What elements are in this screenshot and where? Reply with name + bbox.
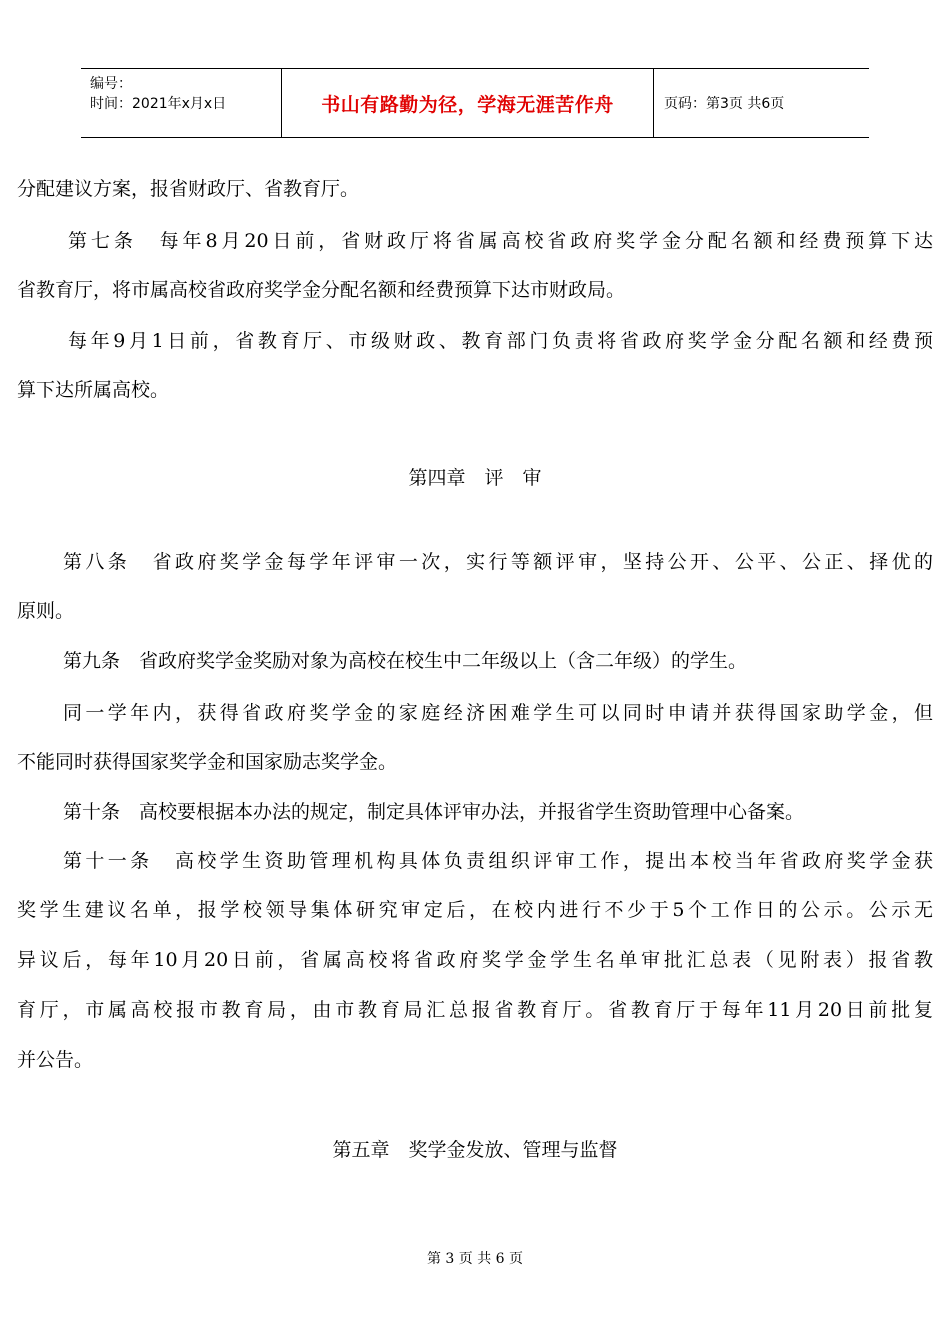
header-motto-cell [282,69,654,137]
paragraph-line: 分配建议方案，报省财政厅、省教育厅。 [17,178,360,200]
paragraph-line: 省教育厅，将市属高校省政府奖学金分配名额和经费预算下达市财政局。 [17,279,626,301]
header-page-cell [654,69,869,137]
document-time-label: 时间：2021年x月x日 [90,96,227,112]
paragraph-line: 原则。 [17,600,75,622]
header-page-info: 页码：第3页 共6页 [664,96,785,112]
paragraph-line: 并公告。 [17,1049,94,1071]
header-motto: 书山有路勤为径，学海无涯苦作舟 [321,93,614,116]
paragraph-line: 每年9月1日前，省教育厅、市级财政、教育部门负责将省政府奖学金分配名额和经费预 [68,330,933,352]
paragraph-line: 异议后，每年10月20日前，省属高校将省政府奖学金学生名单审批汇总表（见附表）报省教 [17,949,933,971]
document-header [81,68,869,138]
chapter-heading: 第四章 评 审 [408,467,542,489]
chapter-heading: 第五章 奖学金发放、管理与监督 [332,1139,618,1161]
paragraph-line: 奖学生建议名单，报学校领导集体研究审定后，在校内进行不少于5个工作日的公示。公示无 [17,899,933,921]
paragraph-line: 不能同时获得国家奖学金和国家励志奖学金。 [17,751,398,773]
header-meta-cell [81,69,282,137]
paragraph-line: 第七条 每年8月20日前，省财政厅将省属高校省政府奖学金分配名额和经费预算下达 [68,230,933,252]
paragraph-line: 育厅，市属高校报市教育局，由市教育局汇总报省教育厅。省教育厅于每年11月20日前批复 [17,999,933,1021]
paragraph-line: 同一学年内，获得省政府奖学金的家庭经济困难学生可以同时申请并获得国家助学金，但 [63,702,933,724]
paragraph-line: 第十条 高校要根据本办法的规定，制定具体评审办法，并报省学生资助管理中心备案。 [63,801,805,823]
paragraph-line: 第九条 省政府奖学金奖励对象为高校在校生中二年级以上（含二年级）的学生。 [63,650,748,672]
page-footer: 第 3 页 共 6 页 [426,1251,524,1267]
document-number-label: 编号： [90,76,132,92]
paragraph-line: 第十一条 高校学生资助管理机构具体负责组织评审工作，提出本校当年省政府奖学金获 [63,850,933,872]
paragraph-line: 第八条 省政府奖学金每学年评审一次，实行等额评审，坚持公开、公平、公正、择优的 [63,551,933,573]
paragraph-line: 算下达所属高校。 [17,379,170,401]
